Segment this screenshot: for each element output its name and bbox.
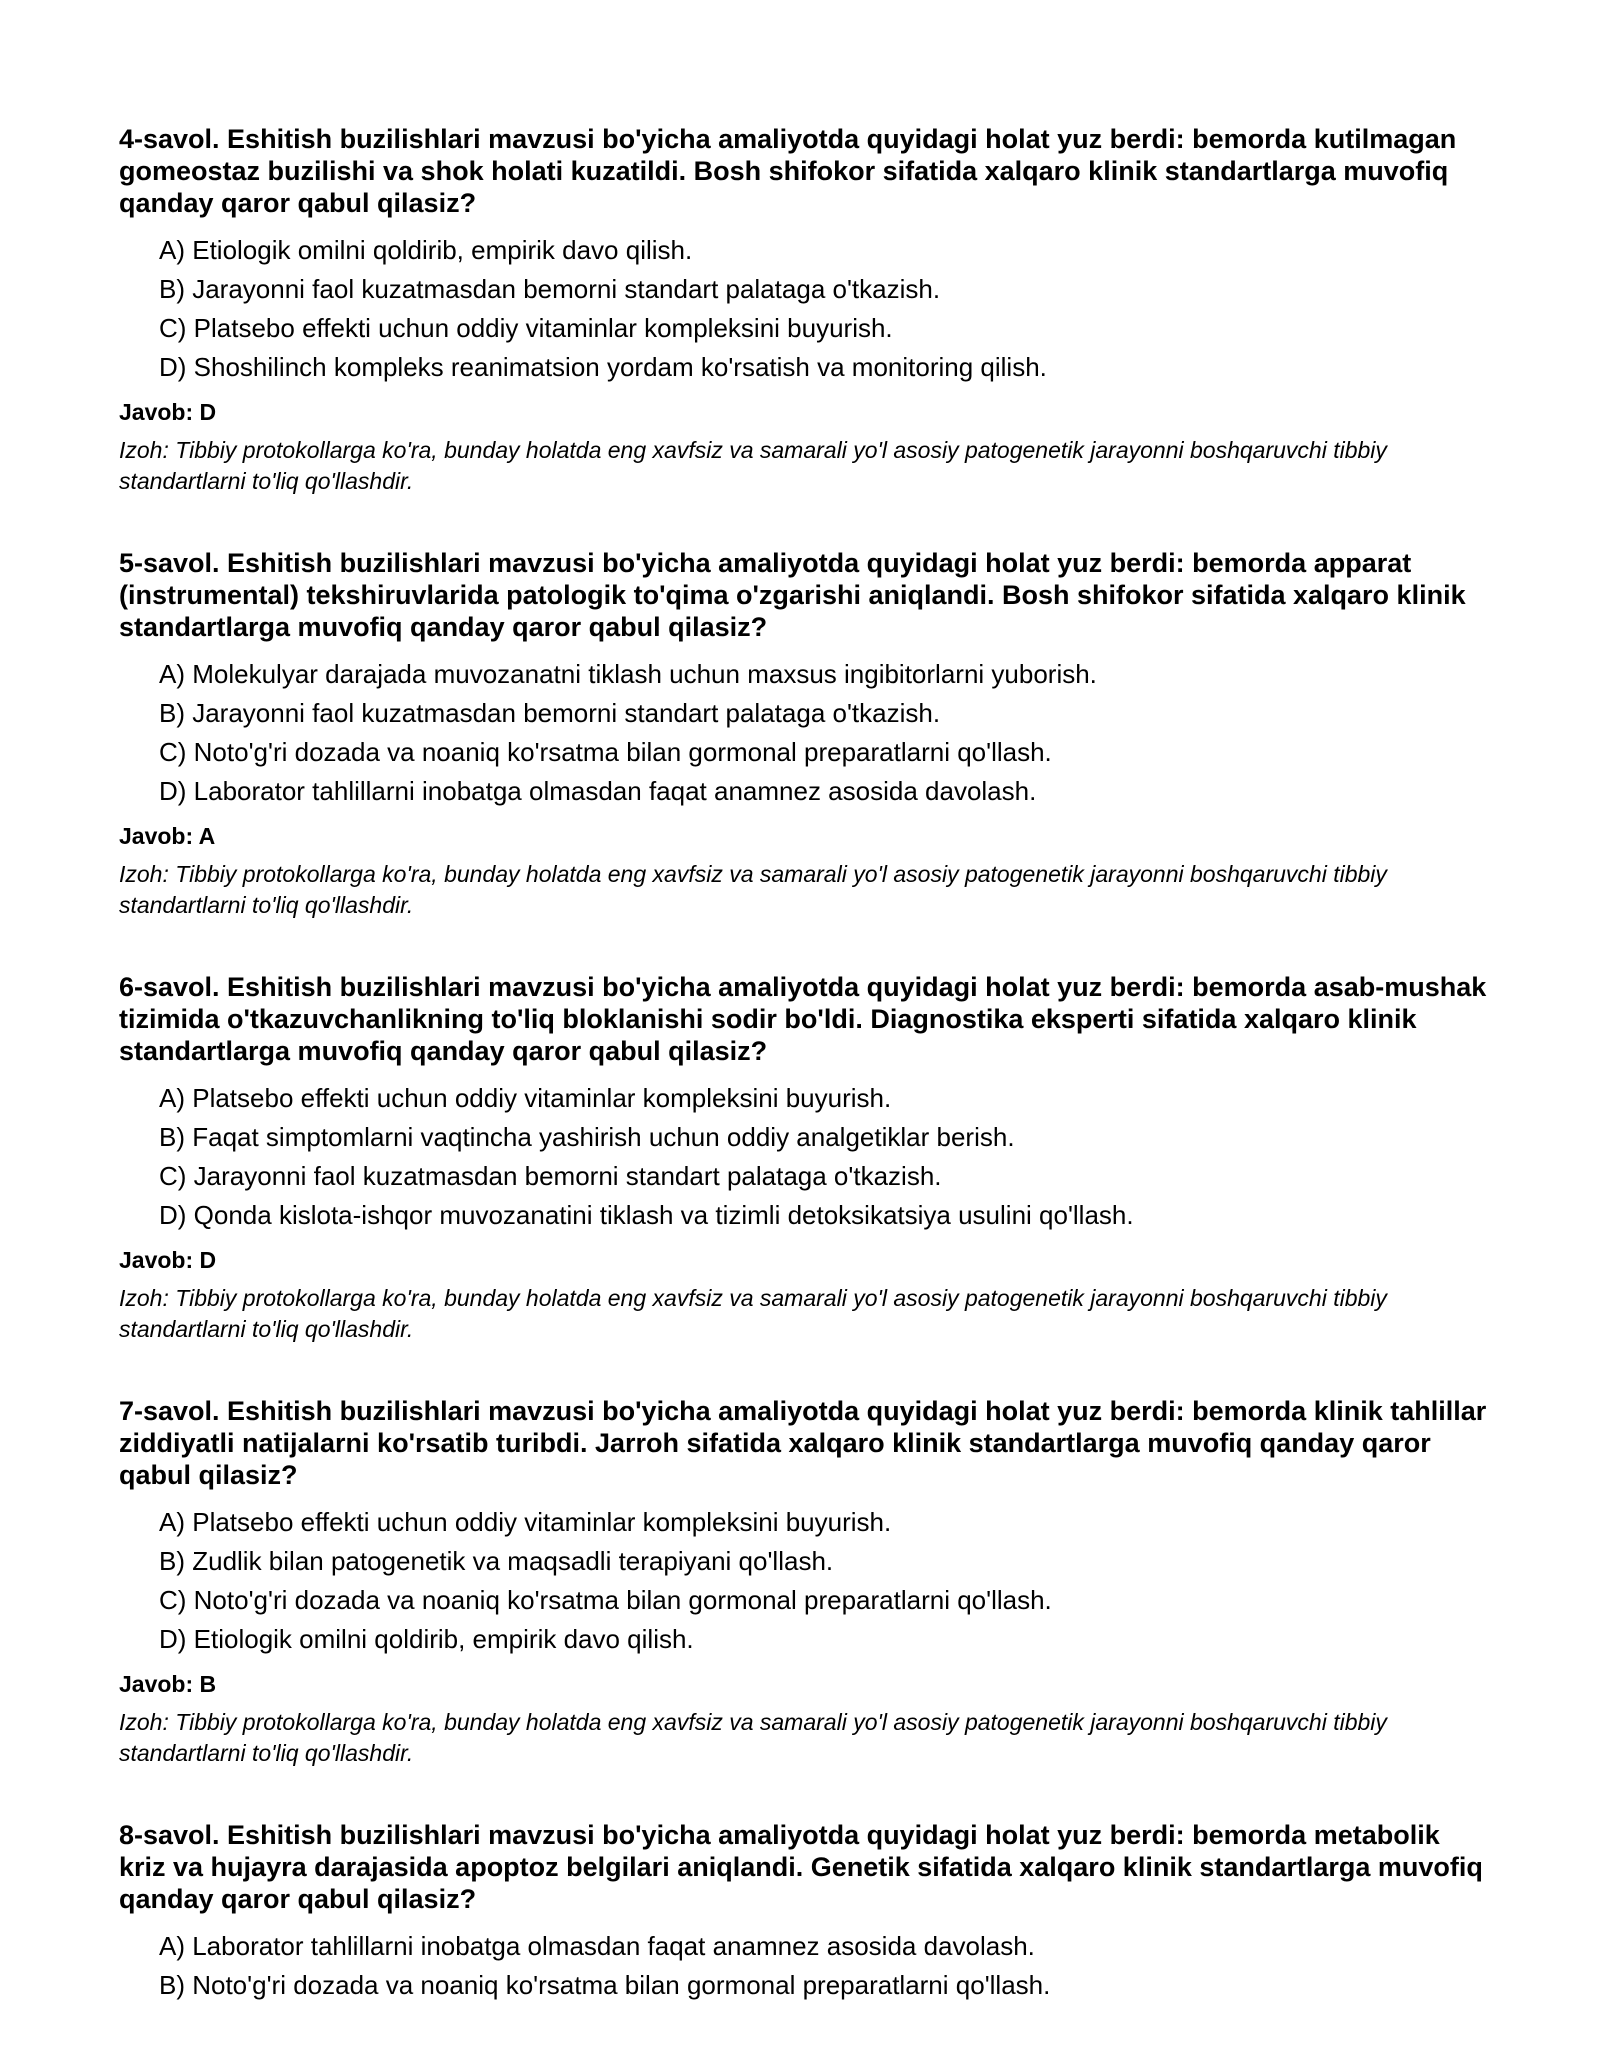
option-list xyxy=(119,1503,1489,1659)
question-block xyxy=(119,1819,1489,2005)
answer-text: Javob: A xyxy=(119,823,216,849)
explanation-text: Izoh: Tibbiy protokollarga ko'ra, bunday holatda eng xavfsiz va samarali yo'l asosiy patogenetik jarayonni boshqaruvchi tibbiy standartlarni to'liq qo'llashdir. xyxy=(119,437,1387,494)
option-c: C) Platsebo effekti uchun oddiy vitaminlar kompleksini buyurish. xyxy=(159,313,893,343)
option-b: B) Faqat simptomlarni vaqtincha yashirish uchun oddiy analgetiklar berish. xyxy=(159,1122,1015,1152)
option-list xyxy=(119,1927,1489,2005)
explanation-text: Izoh: Tibbiy protokollarga ko'ra, bunday holatda eng xavfsiz va samarali yo'l asosiy patogenetik jarayonni boshqaruvchi tibbiy standartlarni to'liq qo'llashdir. xyxy=(119,1285,1387,1342)
option-a: A) Laborator tahlillarni inobatga olmasdan faqat anamnez asosida davolash. xyxy=(159,1931,1035,1961)
option-a: A) Platsebo effekti uchun oddiy vitaminlar kompleksini buyurish. xyxy=(159,1083,892,1113)
question-text: 8-savol. Eshitish buzilishlari mavzusi bo'yicha amaliyotda quyidagi holat yuz berdi: bemorda metabolik kriz va hujayra darajasida apoptoz belgilari aniqlandi. Genetik sifatida xalqaro klinik standartlarga muvofiq qanday qaror qabul qilasiz? xyxy=(119,1820,1483,1914)
option-b: B) Noto'g'ri dozada va noaniq ko'rsatma bilan gormonal preparatlarni qo'llash. xyxy=(159,1970,1051,2000)
question-block xyxy=(119,547,1489,921)
option-c: C) Noto'g'ri dozada va noaniq ko'rsatma bilan gormonal preparatlarni qo'llash. xyxy=(159,1585,1052,1615)
explanation-text: Izoh: Tibbiy protokollarga ko'ra, bunday holatda eng xavfsiz va samarali yo'l asosiy patogenetik jarayonni boshqaruvchi tibbiy standartlarni to'liq qo'llashdir. xyxy=(119,861,1387,918)
question-text: 6-savol. Eshitish buzilishlari mavzusi bo'yicha amaliyotda quyidagi holat yuz berdi: bemorda asab-mushak tizimida o'tkazuvchanlikning to'liq bloklanishi sodir bo'ldi. Diagnostika eksperti sifatida xalqaro klinik standartlarga muvofiq qanday qaror qabul qilasiz? xyxy=(119,972,1487,1066)
question-block xyxy=(119,123,1489,497)
answer-text: Javob: D xyxy=(119,1247,217,1273)
option-b: B) Jarayonni faol kuzatmasdan bemorni standart palataga o'tkazish. xyxy=(159,698,941,728)
option-c: C) Noto'g'ri dozada va noaniq ko'rsatma bilan gormonal preparatlarni qo'llash. xyxy=(159,737,1052,767)
question-text: 5-savol. Eshitish buzilishlari mavzusi bo'yicha amaliyotda quyidagi holat yuz berdi: bemorda apparat (instrumental) tekshiruvlarida patologik to'qima o'zgarishi aniqlandi. Bosh shifokor sifatida xalqaro klinik standartlarga muvofiq qanday qaror qabul qilasiz? xyxy=(119,548,1466,642)
option-b: B) Jarayonni faol kuzatmasdan bemorni standart palataga o'tkazish. xyxy=(159,274,941,304)
explanation-text: Izoh: Tibbiy protokollarga ko'ra, bunday holatda eng xavfsiz va samarali yo'l asosiy patogenetik jarayonni boshqaruvchi tibbiy standartlarni to'liq qo'llashdir. xyxy=(119,1709,1387,1766)
answer-text: Javob: B xyxy=(119,1671,217,1697)
question-block xyxy=(119,971,1489,1345)
option-a: A) Molekulyar darajada muvozanatni tiklash uchun maxsus ingibitorlarni yuborish. xyxy=(159,659,1097,689)
option-d: D) Laborator tahlillarni inobatga olmasdan faqat anamnez asosida davolash. xyxy=(159,776,1037,806)
answer-text: Javob: D xyxy=(119,399,217,425)
option-d: D) Etiologik omilni qoldirib, empirik davo qilish. xyxy=(159,1624,694,1654)
document-page xyxy=(119,123,1489,2055)
question-text: 7-savol. Eshitish buzilishlari mavzusi bo'yicha amaliyotda quyidagi holat yuz berdi: bemorda klinik tahlillar ziddiyatli natijalarni ko'rsatib turibdi. Jarroh sifatida xalqaro klinik standartlarga muvofiq qanday qaror qabul qilasiz? xyxy=(119,1396,1487,1490)
question-text: 4-savol. Eshitish buzilishlari mavzusi bo'yicha amaliyotda quyidagi holat yuz berdi: bemorda kutilmagan gomeostaz buzilishi va shok holati kuzatildi. Bosh shifokor sifatida xalqaro klinik standartlarga muvofiq qanday qaror qabul qilasiz? xyxy=(119,124,1457,218)
option-list xyxy=(119,655,1489,811)
option-list xyxy=(119,231,1489,387)
option-a: A) Etiologik omilni qoldirib, empirik davo qilish. xyxy=(159,235,693,265)
question-block xyxy=(119,1395,1489,1769)
option-a: A) Platsebo effekti uchun oddiy vitaminlar kompleksini buyurish. xyxy=(159,1507,892,1537)
option-d: D) Qonda kislota-ishqor muvozanatini tiklash va tizimli detoksikatsiya usulini qo'llash. xyxy=(159,1200,1134,1230)
option-d: D) Shoshilinch kompleks reanimatsion yordam ko'rsatish va monitoring qilish. xyxy=(159,352,1047,382)
option-c: C) Jarayonni faol kuzatmasdan bemorni standart palataga o'tkazish. xyxy=(159,1161,942,1191)
option-list xyxy=(119,1079,1489,1235)
option-b: B) Zudlik bilan patogenetik va maqsadli terapiyani qo'llash. xyxy=(159,1546,834,1576)
